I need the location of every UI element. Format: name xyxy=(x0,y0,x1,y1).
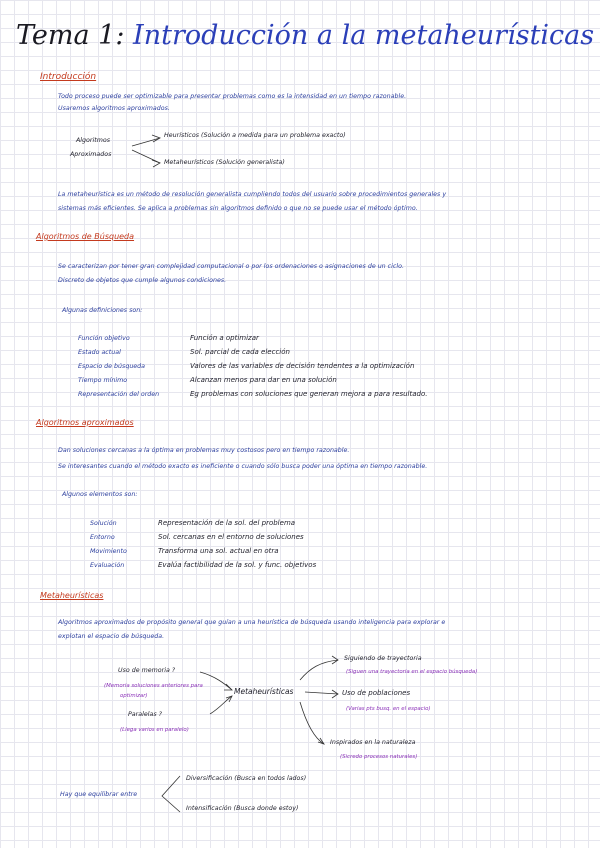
element-desc: Evalúa factibilidad de la sol. y func. objetivos xyxy=(158,561,317,569)
meta-line-2: explotan el espacio de búsqueda. xyxy=(58,633,165,640)
intro-paragraph-1: La metaheurística es un método de resolución generalista cumpliendo todos del usuario sobre procedimientos generales y xyxy=(58,191,447,198)
element-desc: Sol. cercanas en el entorno de soluciones xyxy=(158,533,304,541)
intro-line-2: Usaremos algoritmos aproximados. xyxy=(58,105,170,112)
meta-left-memoria-note-1: (Memoria soluciones anteriores para xyxy=(104,683,203,689)
def-term: Representación del orden xyxy=(78,391,160,398)
def-term: Tiempo mínimo xyxy=(78,377,128,384)
intro-diagram-left-2: Aproximados xyxy=(70,151,112,158)
def-desc: Eg problemas con soluciones que generan mejora a para resultado. xyxy=(190,390,428,398)
busqueda-line-1: Se caracterizan por tener gran complejidad computacional o por los ordenaciones o asignaciones de un ciclo. xyxy=(58,263,404,270)
busqueda-line-2: Discreto de objetos que cumple algunos condiciones. xyxy=(58,277,227,284)
element-desc: Transforma una sol. actual en otra xyxy=(158,547,279,555)
intro-branch-metaheuristicos: Metaheurísticos (Solución generalista) xyxy=(164,159,285,166)
meta-heading: Metaheurísticas xyxy=(40,591,104,600)
intro-line-1: Todo proceso puede ser optimizable para presentar problemas como es la intensidad en un tiempo razonable. xyxy=(58,93,407,100)
busqueda-defs-intro: Algunas definiciones son: xyxy=(62,307,143,314)
element-desc: Representación de la sol. del problema xyxy=(158,519,296,527)
meta-right-trayectoria: Siguiendo de trayectoria xyxy=(344,655,422,662)
meta-right-trayectoria-note: (Siguen una trayectoria en el espacio búsqueda) xyxy=(346,669,478,675)
meta-balance-intensificacion: Intensificación (Busca donde estoy) xyxy=(186,805,299,812)
meta-right-poblaciones: Uso de poblaciones xyxy=(342,689,411,697)
meta-center: Metaheurísticas xyxy=(234,687,294,696)
aproximados-line-1: Dan soluciones cercanas a la óptima en problemas muy costosos pero en tiempo razonable. xyxy=(58,447,350,454)
def-desc: Sol. parcial de cada elección xyxy=(190,348,290,356)
def-desc: Función a optimizar xyxy=(190,334,259,342)
meta-right-poblaciones-note: (Varias pts busq. en el espacio) xyxy=(346,706,431,712)
intro-heading: Introducción xyxy=(40,72,97,82)
meta-right-naturaleza: Inspirados en la naturaleza xyxy=(330,739,416,746)
element-term: Evaluación xyxy=(90,562,125,569)
title-prefix: Tema 1: xyxy=(16,20,125,51)
aproximados-line-2: Se interesantes cuando el método exacto es ineficiente o cuando sólo busca poder una óptima en tiempo razonable. xyxy=(58,463,428,470)
intro-paragraph-2: sistemas más eficientes. Se aplica a problemas sin algoritmos definido o que no se puede usar el método óptimo. xyxy=(58,205,418,212)
meta-left-paralelas: Paralelas ? xyxy=(128,711,162,718)
meta-left-memoria-note-2: optimizar) xyxy=(120,693,148,699)
meta-balance-label: Hay que equilibrar entre xyxy=(60,791,138,798)
meta-balance-diversificacion: Diversificación (Busca en todos lados) xyxy=(186,775,307,782)
aproximados-elements-intro: Algunos elementos son: xyxy=(62,491,138,498)
aproximados-heading: Algoritmos aproximados xyxy=(36,418,134,427)
def-desc: Valores de las variables de decisión tendentes a la optimización xyxy=(190,362,415,370)
title-main: Introducción a la metaheurísticas xyxy=(133,20,595,51)
element-term: Entorno xyxy=(90,534,115,541)
intro-branch-heuristicos: Heurísticos (Solución a medida para un problema exacto) xyxy=(164,132,346,139)
meta-right-naturaleza-note: (Sicredo procesos naturales) xyxy=(340,754,418,760)
meta-left-paralelas-note: (Llega varios en paralelo) xyxy=(120,727,189,733)
busqueda-heading: Algoritmos de Búsqueda xyxy=(36,232,135,241)
def-term: Función objetivo xyxy=(78,335,130,342)
meta-line-1: Algoritmos aproximados de propósito general que guían a una heurística de búsqueda usando inteligencia para explorar e xyxy=(58,619,446,626)
intro-diagram-left-1: Algoritmos xyxy=(76,137,110,144)
def-desc: Alcanzan menos para dar en una solución xyxy=(190,376,337,384)
meta-left-memoria: Uso de memoria ? xyxy=(118,667,176,674)
element-term: Movimiento xyxy=(90,548,127,555)
element-term: Solución xyxy=(90,520,117,527)
def-term: Espacio de búsqueda xyxy=(78,363,146,370)
def-term: Estado actual xyxy=(78,349,121,356)
